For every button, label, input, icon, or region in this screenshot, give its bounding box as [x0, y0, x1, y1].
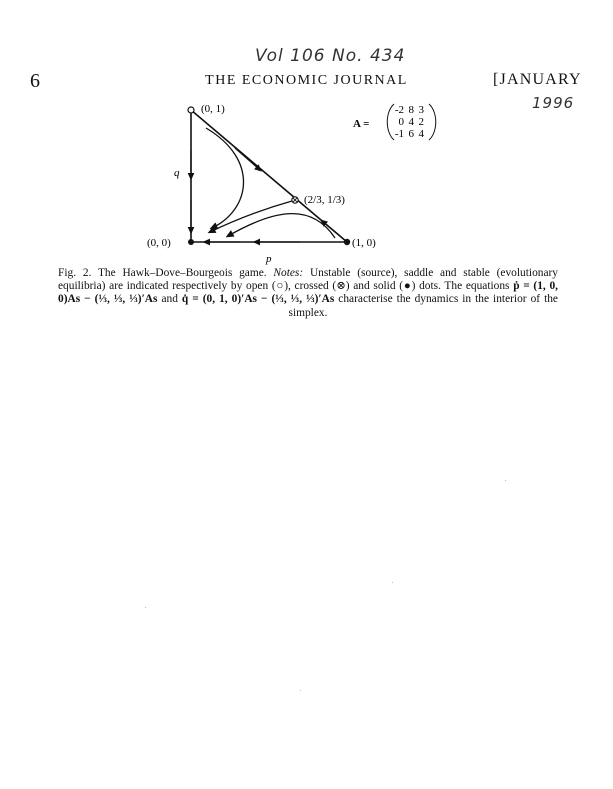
matrix-cell-r0-c1: 8 — [408, 104, 414, 116]
matrix-cell-r1-c0: 0 — [398, 116, 404, 128]
payoff-matrix — [353, 104, 436, 140]
matrix-right-bracket — [429, 104, 436, 140]
label-axis-p: p — [266, 253, 272, 265]
caption-and: and — [157, 293, 182, 306]
caption-equation-q: q̇ = (0, 1, 0)′As − (⅓, ⅓, ⅓)′As — [181, 293, 335, 306]
matrix-cell-r0-c2: 3 — [418, 104, 424, 116]
matrix-cell-r2-c1: 6 — [408, 128, 414, 140]
label-vertex-right: (1, 0) — [352, 237, 376, 249]
caption-equation-p: ṗ = (1, 0, 0)As − (⅓, ⅓, ⅓)′As — [58, 280, 558, 306]
handwritten-volume-note: Vol 106 No. 434 — [255, 46, 406, 66]
figure-caption — [58, 267, 558, 320]
running-head: THE ECONOMIC JOURNAL — [205, 73, 408, 88]
trajectory-from-saddle — [210, 201, 292, 232]
stable-point-right — [344, 239, 350, 245]
arrow-hyp-upper — [235, 148, 260, 170]
handwritten-year-note: 1996 — [532, 94, 575, 112]
simplex-figure — [0, 0, 613, 270]
page-number: 6 — [30, 70, 40, 92]
caption-text-2: characterise the dynamics in the interior of the simplex. — [288, 293, 558, 319]
unstable-point-top — [188, 107, 194, 113]
matrix-cell-r0-c0: -2 — [394, 104, 404, 116]
matrix-cell-r1-c2: 2 — [418, 116, 424, 128]
label-vertex-interior: (2/3, 1/3) — [304, 194, 345, 206]
issue-month: [JANUARY — [493, 71, 582, 88]
matrix-cell-r1-c1: 4 — [408, 116, 414, 128]
matrix-left-bracket — [387, 104, 394, 140]
caption-text-1: Unstable (source), saddle and stable (evolutionary equilibria) are indicated respectively by open (○), crossed (⊗) and solid (●) dots. The equations — [58, 267, 559, 293]
label-vertex-top: (0, 1) — [201, 103, 225, 115]
caption-title: The Hawk–Dove–Bourgeois game. — [91, 267, 274, 279]
saddle-point-interior — [292, 197, 298, 203]
arrow-hyp-lower — [322, 221, 340, 236]
matrix-cell-r2-c0: -1 — [394, 128, 404, 140]
matrix-name: A = — [353, 118, 370, 130]
caption-notes-label: Notes: — [273, 267, 304, 279]
label-axis-q: q — [174, 167, 180, 179]
caption-fig-label: Fig. 2. — [58, 267, 92, 279]
stable-point-origin — [188, 239, 194, 245]
matrix-cell-r2-c2: 4 — [418, 128, 424, 140]
trajectory-c-shape — [206, 128, 244, 228]
label-vertex-origin: (0, 0) — [147, 237, 171, 249]
